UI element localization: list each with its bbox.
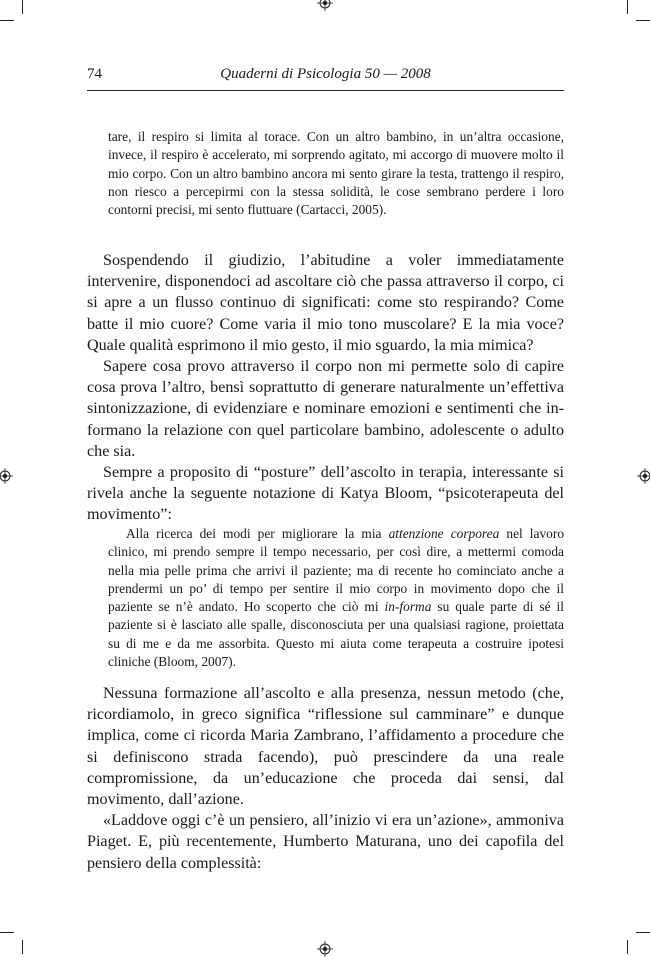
quote-text: su quale parte di sé il paziente si è lasciato alle spalle, disconosciuta per una qualsiasi ragione, proiettata su di me e da me assorbita. Questo mi aiuta come terapeuta a costruire ipotesi cliniche (Bloom, 2007). bbox=[108, 599, 564, 670]
crop-mark-bottom-left-horizontal bbox=[0, 932, 14, 933]
registration-mark-right-icon bbox=[637, 468, 650, 484]
body-paragraph: Sapere cosa provo attraverso il corpo non mi permette solo di capire cosa prova l’altro, bensì soprattutto di generare naturalmente un’effettiva sintonizzazione, di evidenziare e nominare emozioni e sentimenti che in-formano la relazione con quel particolare bambino, adolescente o adulto che sia. bbox=[87, 358, 564, 460]
crop-mark-bottom-right-vertical bbox=[627, 940, 628, 954]
running-title: Quaderni di Psicologia 50 — 2008 bbox=[220, 66, 431, 82]
crop-mark-bottom-right-horizontal bbox=[636, 932, 650, 933]
registration-mark-bottom-icon bbox=[317, 941, 333, 957]
crop-mark-bottom-left-vertical bbox=[22, 940, 23, 954]
crop-mark-top-right-horizontal bbox=[636, 20, 650, 21]
quote-paragraph bbox=[108, 525, 564, 671]
body-text-section-1 bbox=[87, 250, 564, 526]
page-number: 74 bbox=[87, 66, 102, 82]
body-paragraph: Sospendendo il giudizio, l’abitudine a voler immediatamente intervenire, disponendoci ad ascoltare ciò che passa attraverso il corpo, ci si apre a un flusso continuo di significati: come sto respirando? Come batte il mio cuore? Come varia il mio tono muscolare? E la mia voce? Quale qualità esprimono il mio gesto, il mio sguardo, la mia mimica? bbox=[87, 252, 564, 354]
page-header bbox=[87, 66, 564, 91]
crop-mark-top-right-vertical bbox=[627, 0, 628, 14]
quote-text: nel lavoro clinico, mi prendo sempre il tempo necessario, per così dire, a mettermi comoda nella mia pelle prima che arrivi il paziente; ma di recente ho cominciato anche a prendermi un po’ di tempo per sentire il mio corpo in movimento dopo che il paziente se n’è andato. Ho scoperto che ciò mi bbox=[108, 526, 565, 615]
quote-emphasis: attenzione corporea bbox=[388, 526, 500, 541]
body-paragraph: Nessuna formazione all’ascolto e alla presenza, nessun metodo (che, ricordiamolo, in greco significa “riflessione sul camminare” e dunque implica, come ci ricorda Maria Zambrano, l’affidamento a procedure che si definiscono strada facendo), può prescindere da una reale compromissione, da un’educazione che proceda dai sensi, dal movimento, dall’azione. bbox=[87, 685, 564, 809]
registration-mark-top-icon bbox=[317, 0, 333, 11]
block-quote-bloom bbox=[108, 525, 564, 671]
body-paragraph: Sempre a proposito di “posture” dell’ascolto in terapia, interessante si rivela anche la seguente notazione di Katya Bloom, “psicoterapeuta del movimento”: bbox=[87, 464, 564, 524]
body-paragraph: «Laddove oggi c’è un pensiero, all’inizio vi era un’azione», ammoniva Piaget. E, più recentemente, Humberto Maturana, uno dei capofila del pensiero della complessità: bbox=[87, 812, 564, 872]
crop-mark-top-left-horizontal bbox=[0, 20, 14, 21]
crop-mark-top-left-vertical bbox=[22, 0, 23, 14]
registration-mark-left-icon bbox=[0, 468, 13, 484]
block-quote-continuation bbox=[108, 128, 564, 219]
body-text-section-2 bbox=[87, 683, 564, 874]
quote-paragraph: tare, il respiro si limita al torace. Con un altro bambino, in un’altra occasione, invece, il respiro è accelerato, mi sorprendo agitato, mi accorgo di muovere molto il mio corpo. Con un altro bambino ancora mi sento girare la testa, trattengo il respiro, non riesco a percepirmi con la stessa solidità, le cose sembrano perdere i loro contorni precisi, mi sento fluttuare (Cartacci, 2005). bbox=[108, 129, 564, 218]
quote-emphasis: in-forma bbox=[384, 599, 432, 615]
quote-text: Alla ricerca dei modi per migliorare la mia bbox=[126, 526, 389, 541]
